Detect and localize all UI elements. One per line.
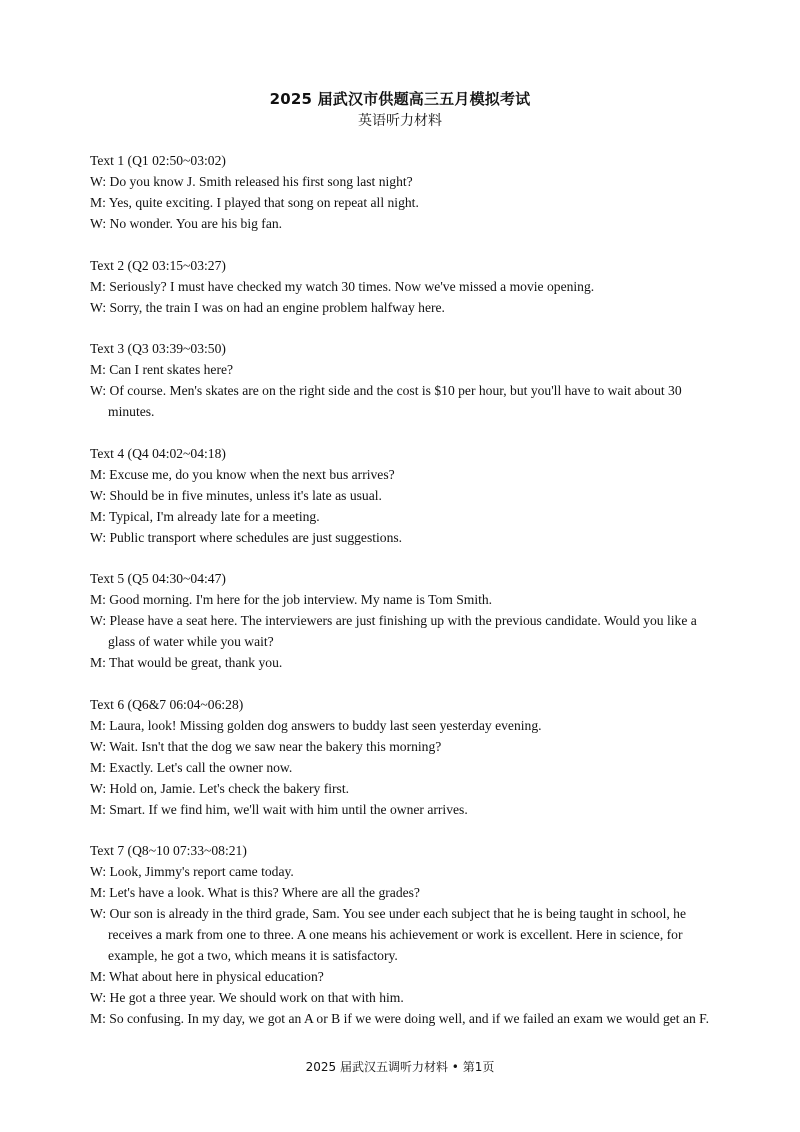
page-title: 2025 届武汉市供题高三五月模拟考试 [269, 90, 531, 108]
text-section-7 [90, 840, 712, 1029]
section-heading: Text 3 (Q3 03:39~03:50) [90, 341, 226, 356]
dialogue-line: M: Laura, look! Missing golden dog answers to buddy last seen yesterday evening. [90, 717, 542, 733]
transcript-content [90, 150, 712, 1050]
dialogue-line: M: Exactly. Let's call the owner now. [90, 759, 293, 775]
dialogue-line: M: That would be great, thank you. [90, 655, 283, 670]
page-footer: 2025 届武汉五调听力材料 • 第1页 [305, 1060, 495, 1074]
text-section-6 [90, 694, 712, 820]
text-section-1 [90, 150, 712, 234]
dialogue-line: M: Yes, quite exciting. I played that song on repeat all night. [90, 195, 419, 210]
text-section-2 [90, 255, 712, 318]
page-subtitle: 英语听力材料 [358, 113, 442, 129]
dialogue-line: W: Please have a seat here. The interviewers are just finishing up with the previous candidate. Would you like a glass of water while you wait? [90, 613, 697, 649]
dialogue-line: W: Look, Jimmy's report came today. [90, 864, 294, 879]
dialogue-line: M: So confusing. In my day, we got an A or B if we were doing well, and if we failed an exam we would get an F. [90, 1011, 710, 1026]
dialogue-line: W: No wonder. You are his big fan. [90, 216, 283, 231]
dialogue-line: M: Typical, I'm already late for a meeting. [90, 508, 320, 524]
dialogue-line: M: Good morning. I'm here for the job interview. My name is Tom Smith. [90, 592, 493, 607]
dialogue-line: M: Can I rent skates here? [90, 362, 234, 377]
dialogue-line: M: Seriously? I must have checked my watch 30 times. Now we've missed a movie opening. [90, 278, 595, 294]
text-section-4 [90, 443, 712, 548]
text-section-5 [90, 568, 712, 673]
dialogue-line: W: He got a three year. We should work on that with him. [90, 990, 404, 1005]
dialogue-line: W: Public transport where schedules are just suggestions. [90, 529, 403, 545]
section-heading: Text 2 (Q2 03:15~03:27) [90, 257, 226, 273]
section-heading: Text 7 (Q8~10 07:33~08:21) [90, 843, 247, 858]
dialogue-line: W: Hold on, Jamie. Let's check the bakery first. [90, 780, 350, 796]
text-section-3 [90, 338, 712, 422]
section-heading: Text 6 (Q6&7 06:04~06:28) [90, 696, 244, 712]
dialogue-line: M: Let's have a look. What is this? Where are all the grades? [90, 885, 420, 900]
dialogue-line: W: Do you know J. Smith released his first song last night? [90, 174, 413, 189]
dialogue-line: W: Sorry, the train I was on had an engine problem halfway here. [90, 299, 445, 315]
section-heading: Text 1 (Q1 02:50~03:02) [90, 153, 226, 168]
section-heading: Text 4 (Q4 04:02~04:18) [90, 445, 226, 461]
dialogue-line: W: Of course. Men's skates are on the right side and the cost is $10 per hour, but you'll have to wait about 30 minutes. [90, 383, 682, 419]
section-heading: Text 5 (Q5 04:30~04:47) [90, 571, 226, 586]
dialogue-line: W: Wait. Isn't that the dog we saw near the bakery this morning? [90, 738, 442, 754]
dialogue-line: M: Excuse me, do you know when the next bus arrives? [90, 466, 395, 482]
dialogue-line: W: Should be in five minutes, unless it's late as usual. [90, 487, 382, 503]
dialogue-line: W: Our son is already in the third grade, Sam. You see under each subject that he is being taught in school, he receives a mark from one to three. A one means his achievement or work is excellent. Here in science, for example, he got a two, which means it is satisfactory. [90, 906, 686, 963]
dialogue-line: M: Smart. If we find him, we'll wait with him until the owner arrives. [90, 801, 468, 817]
dialogue-line: M: What about here in physical education? [90, 969, 324, 984]
